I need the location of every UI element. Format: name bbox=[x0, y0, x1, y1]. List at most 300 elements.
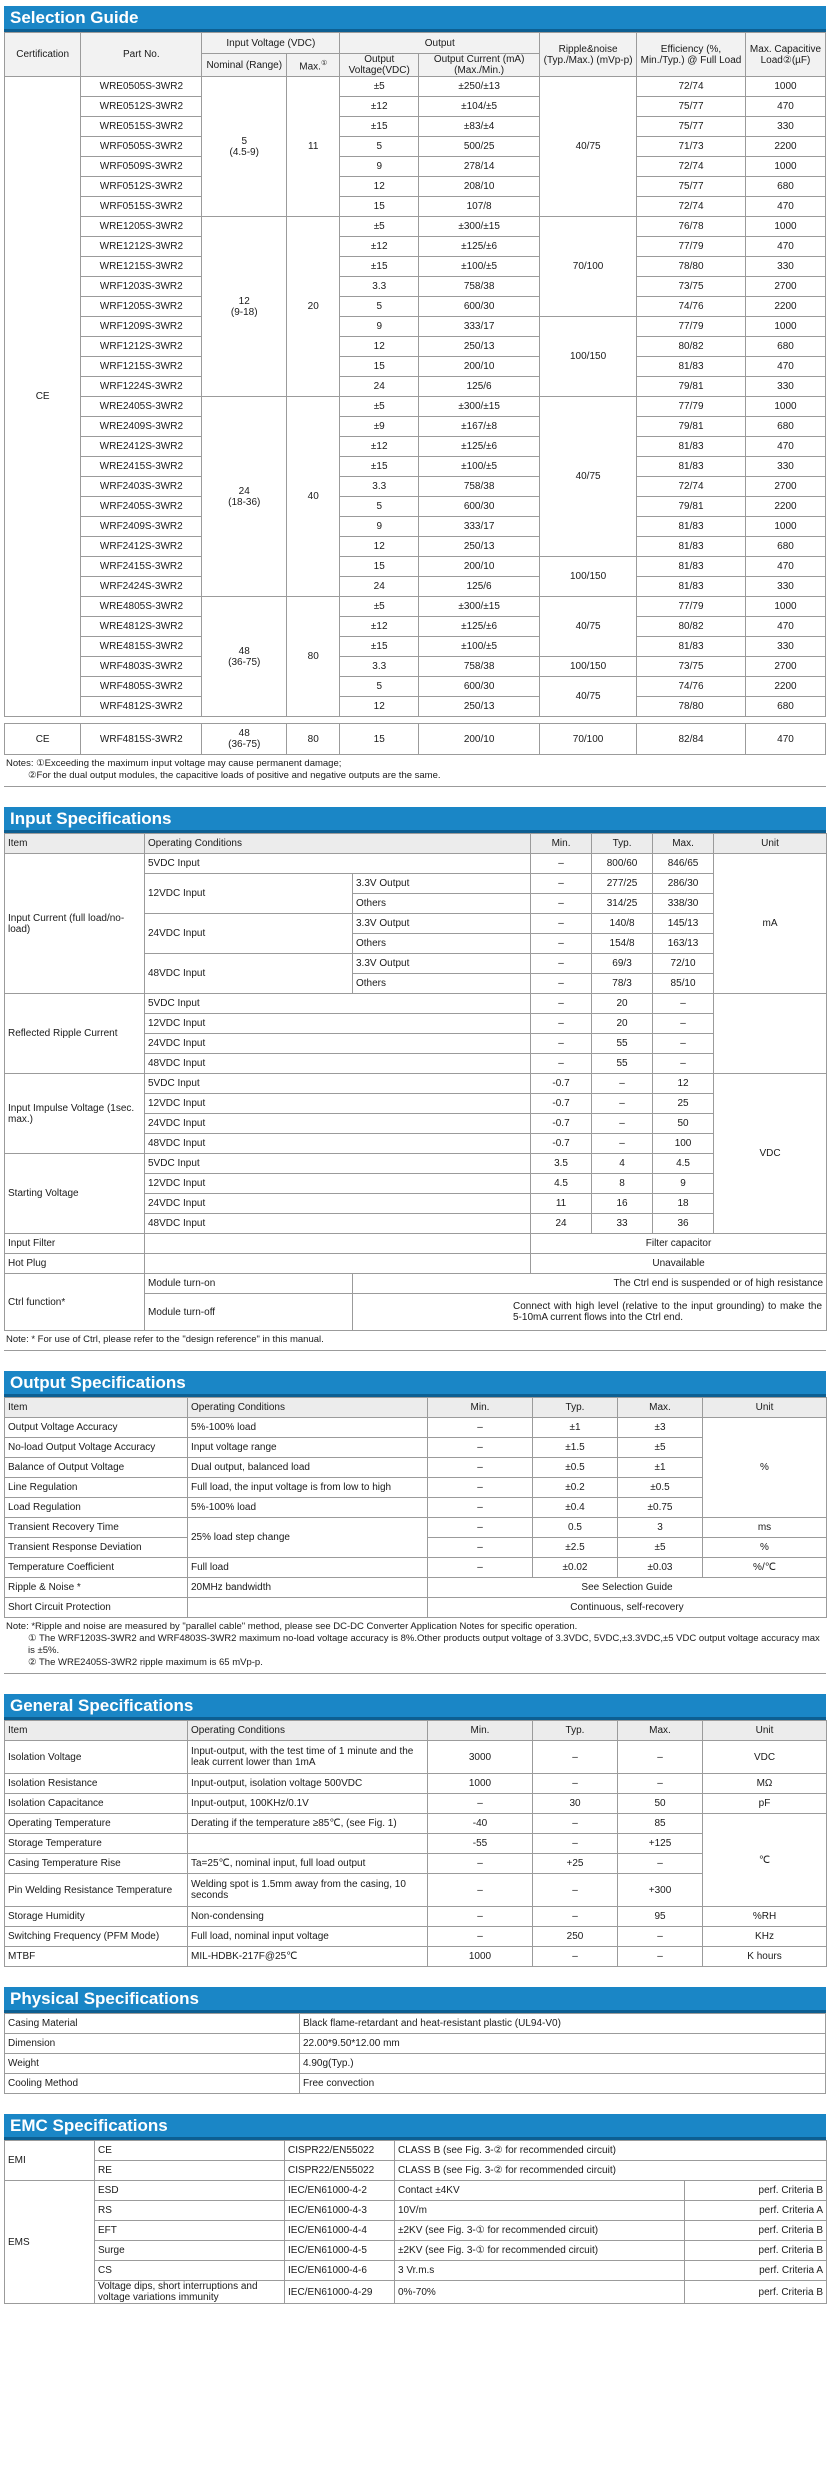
min-cell: – bbox=[531, 1014, 592, 1034]
vout-cell: 24 bbox=[340, 577, 419, 597]
test-cell: Surge bbox=[95, 2241, 285, 2261]
cap-cell: 330 bbox=[745, 257, 825, 277]
eff-cell: 76/78 bbox=[637, 217, 746, 237]
condition-cell: 12VDC Input bbox=[145, 874, 353, 914]
condition-cell: 48VDC Input bbox=[145, 1214, 531, 1234]
eff-cell: 82/84 bbox=[637, 724, 746, 755]
condition-cell: 24VDC Input bbox=[145, 1034, 531, 1054]
item-cell: Casing Temperature Rise bbox=[5, 1854, 188, 1874]
typ-cell: – bbox=[533, 1814, 618, 1834]
iout-cell: 200/10 bbox=[419, 357, 540, 377]
ripple-cell: 40/75 bbox=[540, 77, 637, 217]
table-row bbox=[5, 217, 826, 237]
selection-notes bbox=[4, 755, 826, 787]
condition-cell: Input voltage range bbox=[188, 1438, 428, 1458]
table-row bbox=[5, 377, 826, 397]
iout-cell: ±83/±4 bbox=[419, 117, 540, 137]
test-cell: Voltage dips, short interruptions and voltage variations immunity bbox=[95, 2281, 285, 2304]
part-cell: WRE4815S-3WR2 bbox=[81, 637, 202, 657]
class-cell: CLASS B (see Fig. 3-② for recommended circuit) bbox=[395, 2141, 827, 2161]
part-cell: WRF0512S-3WR2 bbox=[81, 177, 202, 197]
typ-cell: – bbox=[592, 1074, 653, 1094]
iout-cell: 208/10 bbox=[419, 177, 540, 197]
max-cell: 4.5 bbox=[653, 1154, 714, 1174]
condition-cell: Derating if the temperature ≥85℃, (see Fig. 1) bbox=[188, 1814, 428, 1834]
class-cell: CLASS B (see Fig. 3-② for recommended circuit) bbox=[395, 2161, 827, 2181]
unit-cell: % bbox=[703, 1418, 827, 1518]
max-cell: ±0.75 bbox=[618, 1498, 703, 1518]
typ-cell: 154/8 bbox=[592, 934, 653, 954]
table-row bbox=[5, 157, 826, 177]
iout-cell: ±250/±13 bbox=[419, 77, 540, 97]
physical-spec-section bbox=[4, 1987, 826, 2094]
typ-cell: ±1.5 bbox=[533, 1438, 618, 1458]
max-cell: 36 bbox=[653, 1214, 714, 1234]
cap-cell: 680 bbox=[745, 177, 825, 197]
table-row bbox=[5, 1774, 827, 1794]
note-1: Note: *Ripple and noise are measured by "parallel cable" method, please see DC-DC Converter Application Notes for specific operation. bbox=[6, 1621, 578, 1632]
table-row bbox=[5, 497, 826, 517]
cap-cell: 1000 bbox=[745, 157, 825, 177]
table-row bbox=[5, 1947, 827, 1967]
condition-cell: Non-condensing bbox=[188, 1907, 428, 1927]
iout-cell: 333/17 bbox=[419, 517, 540, 537]
min-cell: 1000 bbox=[428, 1774, 533, 1794]
eff-cell: 81/83 bbox=[637, 457, 746, 477]
eff-cell: 72/74 bbox=[637, 77, 746, 97]
max-cell: – bbox=[653, 1034, 714, 1054]
input-spec-title: Input Specifications bbox=[4, 807, 826, 833]
max-cell: +300 bbox=[618, 1874, 703, 1907]
max-cell: – bbox=[653, 1054, 714, 1074]
min-cell: 11 bbox=[531, 1194, 592, 1214]
part-cell: WRF4812S-3WR2 bbox=[81, 697, 202, 717]
general-spec-section bbox=[4, 1694, 826, 1967]
condition-cell: Full load bbox=[188, 1558, 428, 1578]
datasheet-page bbox=[4, 0, 826, 2304]
item-cell: Isolation Voltage bbox=[5, 1741, 188, 1774]
iout-cell: 758/38 bbox=[419, 657, 540, 677]
max-cell: 50 bbox=[653, 1114, 714, 1134]
min-cell: 3000 bbox=[428, 1741, 533, 1774]
subcondition-cell: 3.3V Output bbox=[353, 914, 531, 934]
min-cell: – bbox=[531, 974, 592, 994]
cap-cell: 470 bbox=[745, 617, 825, 637]
condition-cell: Input-output, 100KHz/0.1V bbox=[188, 1794, 428, 1814]
standard-cell: CISPR22/EN55022 bbox=[285, 2141, 395, 2161]
part-cell: WRF1209S-3WR2 bbox=[81, 317, 202, 337]
max-cell: – bbox=[618, 1927, 703, 1947]
eff-cell: 75/77 bbox=[637, 117, 746, 137]
iout-cell: 278/14 bbox=[419, 157, 540, 177]
cap-cell: 330 bbox=[745, 457, 825, 477]
table-row bbox=[5, 597, 826, 617]
note-3: ② The WRE2405S-3WR2 ripple maximum is 65 mVp-p. bbox=[28, 1657, 263, 1668]
part-cell: WRF4805S-3WR2 bbox=[81, 677, 202, 697]
cap-cell: 680 bbox=[745, 417, 825, 437]
iout-cell: 758/38 bbox=[419, 277, 540, 297]
header-certification: Certification bbox=[5, 33, 81, 77]
typ-cell: 20 bbox=[592, 1014, 653, 1034]
criteria-cell: perf. Criteria B bbox=[685, 2241, 827, 2261]
vout-cell: 5 bbox=[340, 137, 419, 157]
vout-cell: 9 bbox=[340, 517, 419, 537]
cap-cell: 330 bbox=[745, 377, 825, 397]
table-row bbox=[5, 1518, 827, 1538]
impulse-voltage-label: Input Impulse Voltage (1sec. max.) bbox=[5, 1074, 145, 1154]
cap-cell: 1000 bbox=[745, 217, 825, 237]
ctrl-off-condition: Module turn-off bbox=[145, 1294, 353, 1331]
typ-cell: 69/3 bbox=[592, 954, 653, 974]
cap-cell: 2200 bbox=[745, 297, 825, 317]
table-row-extra bbox=[5, 724, 826, 755]
max-cell: 11 bbox=[287, 77, 340, 217]
cap-cell: 1000 bbox=[745, 597, 825, 617]
level-cell: ±2KV (see Fig. 3-① for recommended circuit) bbox=[395, 2241, 685, 2261]
unit-cell: %RH bbox=[703, 1907, 827, 1927]
iout-cell: 107/8 bbox=[419, 197, 540, 217]
ripple-cell: 40/75 bbox=[540, 597, 637, 657]
part-cell: WRE4805S-3WR2 bbox=[81, 597, 202, 617]
input-note: Note: * For use of Ctrl, please refer to the "design reference" in this manual. bbox=[4, 1331, 826, 1351]
input-filter-value: Filter capacitor bbox=[531, 1234, 827, 1254]
eff-cell: 80/82 bbox=[637, 617, 746, 637]
level-cell: 0%-70% bbox=[395, 2281, 685, 2304]
note-1: Notes: ①Exceeding the maximum input voltage may cause permanent damage; bbox=[6, 758, 342, 769]
eff-cell: 79/81 bbox=[637, 497, 746, 517]
vout-cell: 15 bbox=[340, 197, 419, 217]
item-cell: Balance of Output Voltage bbox=[5, 1458, 188, 1478]
eff-cell: 72/74 bbox=[637, 477, 746, 497]
table-row bbox=[5, 137, 826, 157]
item-cell: Dimension bbox=[5, 2034, 300, 2054]
iout-cell: ±125/±6 bbox=[419, 237, 540, 257]
table-row bbox=[5, 277, 826, 297]
table-row bbox=[5, 437, 826, 457]
test-cell: RS bbox=[95, 2201, 285, 2221]
part-cell: WRF2403S-3WR2 bbox=[81, 477, 202, 497]
condition-cell: 48VDC Input bbox=[145, 954, 353, 994]
max-cell: 80 bbox=[287, 724, 340, 755]
condition-cell: Input-output, isolation voltage 500VDC bbox=[188, 1774, 428, 1794]
typ-cell: ±0.02 bbox=[533, 1558, 618, 1578]
ripple-cell: 40/75 bbox=[540, 397, 637, 557]
unit-cell: pF bbox=[703, 1794, 827, 1814]
max-cell: +125 bbox=[618, 1834, 703, 1854]
cap-cell: 680 bbox=[745, 337, 825, 357]
vout-cell: ±12 bbox=[340, 237, 419, 257]
cap-cell: 470 bbox=[745, 237, 825, 257]
table-row bbox=[5, 117, 826, 137]
table-row bbox=[5, 297, 826, 317]
general-spec-table bbox=[4, 1720, 827, 1967]
cap-cell: 330 bbox=[745, 577, 825, 597]
vout-cell: 3.3 bbox=[340, 657, 419, 677]
condition-cell bbox=[145, 1234, 531, 1254]
part-cell: WRE0505S-3WR2 bbox=[81, 77, 202, 97]
min-cell: – bbox=[428, 1874, 533, 1907]
vout-cell: ±15 bbox=[340, 117, 419, 137]
iout-cell: ±300/±15 bbox=[419, 597, 540, 617]
min-cell: – bbox=[531, 934, 592, 954]
level-cell: Contact ±4KV bbox=[395, 2181, 685, 2201]
condition-cell: 12VDC Input bbox=[145, 1094, 531, 1114]
iout-cell: ±167/±8 bbox=[419, 417, 540, 437]
table-row bbox=[5, 1074, 827, 1094]
part-cell: WRF2424S-3WR2 bbox=[81, 577, 202, 597]
condition-cell: 12VDC Input bbox=[145, 1174, 531, 1194]
eff-cell: 78/80 bbox=[637, 257, 746, 277]
iout-cell: ±100/±5 bbox=[419, 637, 540, 657]
ripple-cell: 70/100 bbox=[540, 217, 637, 317]
standard-cell: IEC/EN61000-4-2 bbox=[285, 2181, 395, 2201]
emc-spec-section bbox=[4, 2114, 826, 2304]
eff-cell: 74/76 bbox=[637, 677, 746, 697]
part-cell: WRE0512S-3WR2 bbox=[81, 97, 202, 117]
iout-cell: 250/13 bbox=[419, 697, 540, 717]
header-capacitive: Max. Capacitive Load②(µF) bbox=[745, 33, 825, 77]
vout-cell: 15 bbox=[340, 357, 419, 377]
header-input-voltage: Input Voltage (VDC) bbox=[202, 33, 340, 54]
min-cell: – bbox=[428, 1558, 533, 1578]
starting-voltage-label: Starting Voltage bbox=[5, 1154, 145, 1234]
item-cell: Ripple & Noise * bbox=[5, 1578, 188, 1598]
item-cell: Output Voltage Accuracy bbox=[5, 1418, 188, 1438]
max-cell: 85 bbox=[618, 1814, 703, 1834]
header-max: Max. bbox=[618, 1721, 703, 1741]
header-typ: Typ. bbox=[533, 1398, 618, 1418]
vout-cell: ±12 bbox=[340, 97, 419, 117]
typ-cell: – bbox=[533, 1741, 618, 1774]
min-cell: – bbox=[531, 854, 592, 874]
eff-cell: 79/81 bbox=[637, 417, 746, 437]
vout-cell: 12 bbox=[340, 177, 419, 197]
vout-cell: ±12 bbox=[340, 617, 419, 637]
max-cell: 95 bbox=[618, 1907, 703, 1927]
subcondition-cell: Others bbox=[353, 974, 531, 994]
condition-cell: 48VDC Input bbox=[145, 1054, 531, 1074]
hot-plug-value: Unavailable bbox=[531, 1254, 827, 1274]
min-cell: – bbox=[428, 1518, 533, 1538]
vout-cell: ±5 bbox=[340, 77, 419, 97]
min-cell: -0.7 bbox=[531, 1114, 592, 1134]
ctrl-on-value: The Ctrl end is suspended or of high resistance bbox=[353, 1274, 827, 1294]
typ-cell: – bbox=[592, 1134, 653, 1154]
unit-cell: ms bbox=[703, 1518, 827, 1538]
typ-cell: 0.5 bbox=[533, 1518, 618, 1538]
table-row bbox=[5, 1558, 827, 1578]
max-cell: 286/30 bbox=[653, 874, 714, 894]
typ-cell: 800/60 bbox=[592, 854, 653, 874]
item-cell: Temperature Coefficient bbox=[5, 1558, 188, 1578]
max-cell: 18 bbox=[653, 1194, 714, 1214]
cap-cell: 1000 bbox=[745, 397, 825, 417]
selection-guide-body bbox=[5, 77, 826, 717]
unit-cell bbox=[714, 994, 827, 1074]
table-row bbox=[5, 317, 826, 337]
vout-cell: 12 bbox=[340, 697, 419, 717]
test-cell: CE bbox=[95, 2141, 285, 2161]
min-cell: 24 bbox=[531, 1214, 592, 1234]
max-cell: – bbox=[618, 1774, 703, 1794]
typ-cell: – bbox=[592, 1114, 653, 1134]
min-cell: -0.7 bbox=[531, 1134, 592, 1154]
typ-cell: 20 bbox=[592, 994, 653, 1014]
emc-spec-table bbox=[4, 2140, 827, 2304]
typ-cell: 30 bbox=[533, 1794, 618, 1814]
typ-cell: 55 bbox=[592, 1034, 653, 1054]
cap-cell: 680 bbox=[745, 537, 825, 557]
vout-cell: 5 bbox=[340, 497, 419, 517]
typ-cell: ±1 bbox=[533, 1418, 618, 1438]
vout-cell: 5 bbox=[340, 297, 419, 317]
part-cell: WRF0505S-3WR2 bbox=[81, 137, 202, 157]
max-cell: ±3 bbox=[618, 1418, 703, 1438]
condition-cell bbox=[188, 1598, 428, 1618]
condition-cell: 12VDC Input bbox=[145, 1014, 531, 1034]
max-cell: 72/10 bbox=[653, 954, 714, 974]
ripple-value: See Selection Guide bbox=[428, 1578, 827, 1598]
value-cell: Free convection bbox=[300, 2074, 826, 2094]
part-cell: WRF1205S-3WR2 bbox=[81, 297, 202, 317]
item-cell: Operating Temperature bbox=[5, 1814, 188, 1834]
table-row bbox=[5, 1814, 827, 1834]
iout-cell: 600/30 bbox=[419, 677, 540, 697]
header-conditions: Operating Conditions bbox=[145, 834, 531, 854]
item-cell: Transient Recovery Time bbox=[5, 1518, 188, 1538]
value-cell: Black flame-retardant and heat-resistant plastic (UL94-V0) bbox=[300, 2014, 826, 2034]
output-spec-body bbox=[5, 1418, 827, 1518]
max-cell: 50 bbox=[618, 1794, 703, 1814]
max-cell: 85/10 bbox=[653, 974, 714, 994]
iout-cell: ±100/±5 bbox=[419, 257, 540, 277]
unit-cell: mA bbox=[714, 854, 827, 994]
table-row bbox=[5, 177, 826, 197]
unit-cell: %/℃ bbox=[703, 1558, 827, 1578]
table-row bbox=[5, 854, 827, 874]
vout-cell: ±5 bbox=[340, 217, 419, 237]
ripple-cell: 100/150 bbox=[540, 317, 637, 397]
eff-cell: 80/82 bbox=[637, 337, 746, 357]
vout-cell: 5 bbox=[340, 677, 419, 697]
min-cell: – bbox=[531, 994, 592, 1014]
condition-cell: 5%-100% load bbox=[188, 1418, 428, 1438]
table-header-row bbox=[5, 1398, 827, 1418]
test-cell: RE bbox=[95, 2161, 285, 2181]
condition-cell: 24VDC Input bbox=[145, 1194, 531, 1214]
header-item: Item bbox=[5, 1721, 188, 1741]
table-row bbox=[5, 1154, 827, 1174]
eff-cell: 77/79 bbox=[637, 237, 746, 257]
condition-cell: 48VDC Input bbox=[145, 1134, 531, 1154]
vout-cell: 12 bbox=[340, 537, 419, 557]
condition-cell: 24VDC Input bbox=[145, 1114, 531, 1134]
iout-cell: 600/30 bbox=[419, 497, 540, 517]
header-output: Output bbox=[340, 33, 540, 54]
iout-cell: ±100/±5 bbox=[419, 457, 540, 477]
part-cell: WRF2405S-3WR2 bbox=[81, 497, 202, 517]
header-conditions: Operating Conditions bbox=[188, 1721, 428, 1741]
condition-cell bbox=[188, 1834, 428, 1854]
eff-cell: 75/77 bbox=[637, 177, 746, 197]
table-row bbox=[5, 697, 826, 717]
vout-cell: 15 bbox=[340, 724, 419, 755]
physical-spec-title: Physical Specifications bbox=[4, 1987, 826, 2013]
header-part-no: Part No. bbox=[81, 33, 202, 77]
table-row bbox=[5, 1741, 827, 1774]
min-cell: – bbox=[428, 1907, 533, 1927]
vout-cell: ±15 bbox=[340, 457, 419, 477]
part-cell: WRF4815S-3WR2 bbox=[81, 724, 202, 755]
table-row bbox=[5, 637, 826, 657]
cap-cell: 470 bbox=[745, 724, 825, 755]
header-max: Max.① bbox=[287, 54, 340, 77]
table-row bbox=[5, 477, 826, 497]
ripple-cell: 100/150 bbox=[540, 557, 637, 597]
part-cell: WRF4803S-3WR2 bbox=[81, 657, 202, 677]
table-row bbox=[5, 2014, 826, 2034]
hot-plug-label: Hot Plug bbox=[5, 1254, 145, 1274]
input-spec-section bbox=[4, 807, 826, 1351]
subcondition-cell: 3.3V Output bbox=[353, 954, 531, 974]
item-cell: Storage Temperature bbox=[5, 1834, 188, 1854]
condition-cell: 5VDC Input bbox=[145, 854, 531, 874]
item-cell: Pin Welding Resistance Temperature bbox=[5, 1874, 188, 1907]
cap-cell: 470 bbox=[745, 557, 825, 577]
header-typ: Typ. bbox=[533, 1721, 618, 1741]
iout-cell: ±300/±15 bbox=[419, 397, 540, 417]
part-cell: WRE1215S-3WR2 bbox=[81, 257, 202, 277]
part-cell: WRF2412S-3WR2 bbox=[81, 537, 202, 557]
item-cell: Line Regulation bbox=[5, 1478, 188, 1498]
max-cell: 12 bbox=[653, 1074, 714, 1094]
item-cell: Isolation Capacitance bbox=[5, 1794, 188, 1814]
eff-cell: 71/73 bbox=[637, 137, 746, 157]
table-row bbox=[5, 1927, 827, 1947]
table-row bbox=[5, 617, 826, 637]
table-row bbox=[5, 2281, 827, 2304]
standard-cell: IEC/EN61000-4-29 bbox=[285, 2281, 395, 2304]
ripple-cell: 100/150 bbox=[540, 657, 637, 677]
part-cell: WRF1215S-3WR2 bbox=[81, 357, 202, 377]
table-row bbox=[5, 557, 826, 577]
table-row bbox=[5, 537, 826, 557]
min-cell: – bbox=[428, 1438, 533, 1458]
table-row bbox=[5, 1274, 827, 1294]
cap-cell: 1000 bbox=[745, 317, 825, 337]
condition-cell: Input-output, with the test time of 1 minute and the leak current lower than 1mA bbox=[188, 1741, 428, 1774]
level-cell: 10V/m bbox=[395, 2201, 685, 2221]
condition-cell: 25% load step change bbox=[188, 1518, 428, 1558]
typ-cell: ±0.4 bbox=[533, 1498, 618, 1518]
input-filter-label: Input Filter bbox=[5, 1234, 145, 1254]
cap-cell: 330 bbox=[745, 117, 825, 137]
header-unit: Unit bbox=[703, 1721, 827, 1741]
unit-cell: MΩ bbox=[703, 1774, 827, 1794]
table-row bbox=[5, 2241, 827, 2261]
unit-cell: VDC bbox=[714, 1074, 827, 1234]
part-cell: WRF0509S-3WR2 bbox=[81, 157, 202, 177]
vout-cell: 12 bbox=[340, 337, 419, 357]
iout-cell: 200/10 bbox=[419, 724, 540, 755]
input-spec-table bbox=[4, 833, 827, 1331]
typ-cell: 33 bbox=[592, 1214, 653, 1234]
table-row bbox=[5, 577, 826, 597]
header-ripple: Ripple&noise (Typ./Max.) (mVp-p) bbox=[540, 33, 637, 77]
part-cell: WRE1212S-3WR2 bbox=[81, 237, 202, 257]
header-typ: Typ. bbox=[592, 834, 653, 854]
min-cell: 4.5 bbox=[531, 1174, 592, 1194]
